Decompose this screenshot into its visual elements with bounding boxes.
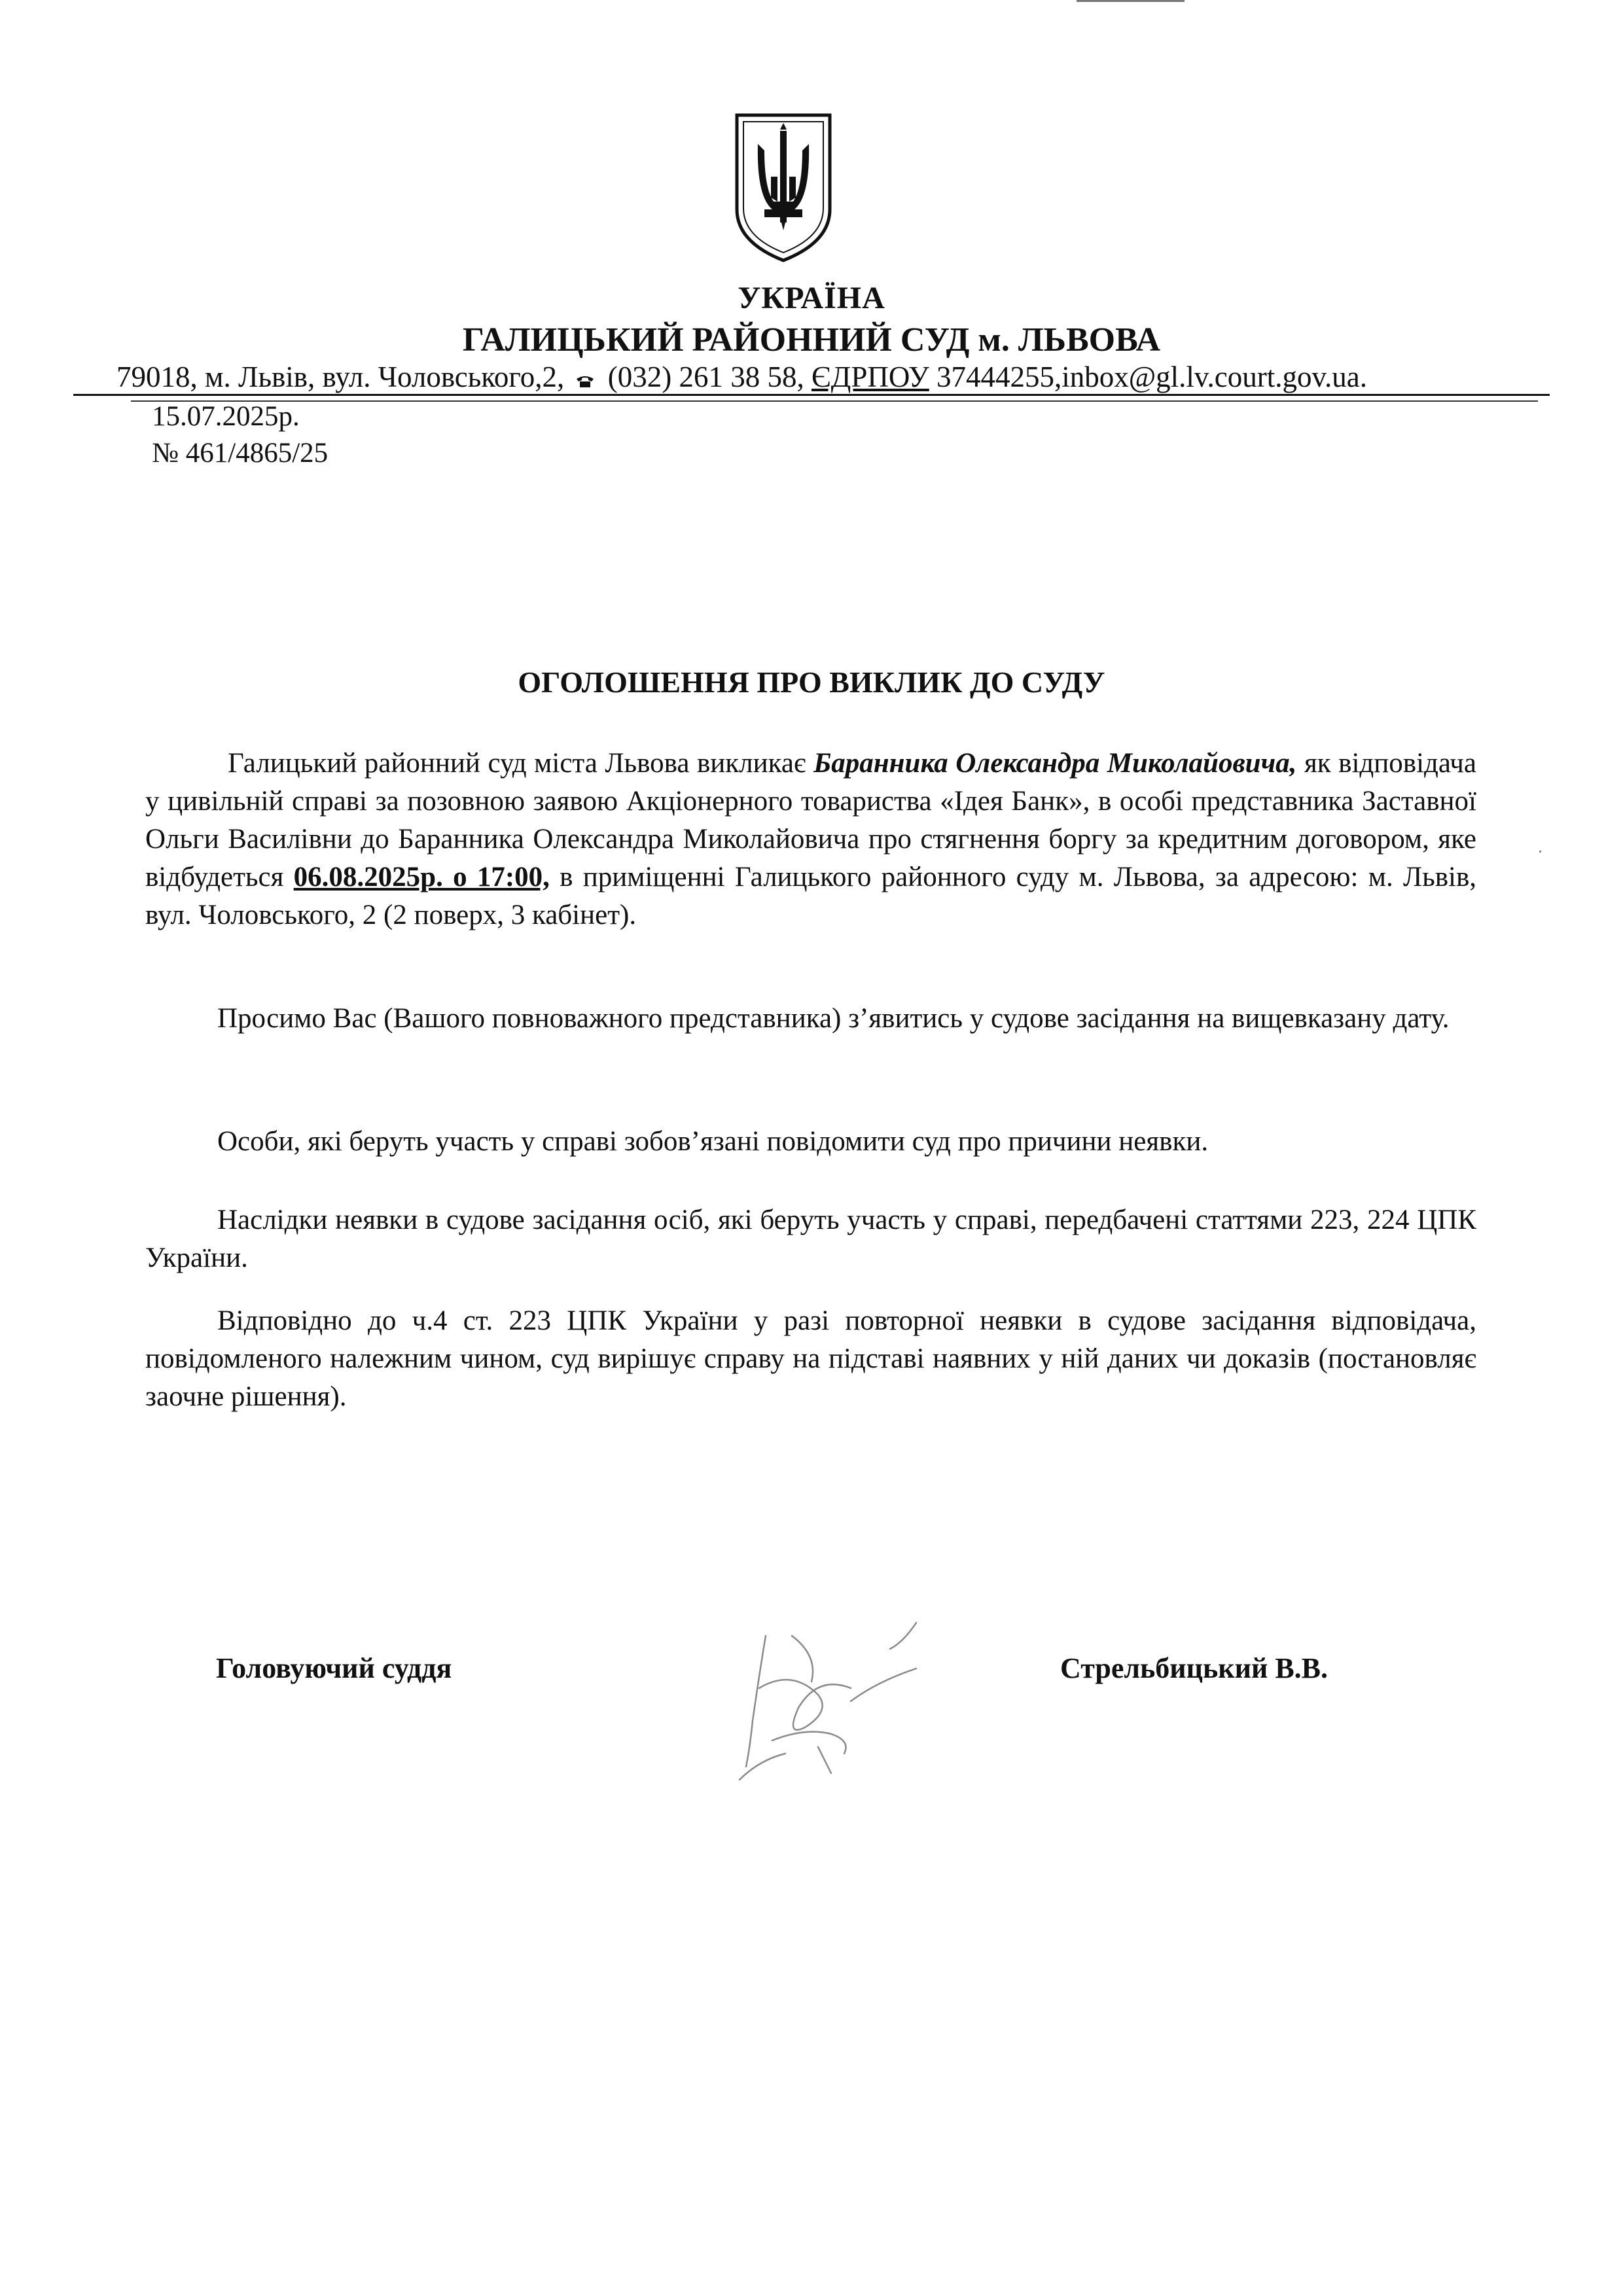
edrpou-and-email: 37444255,inbox@gl.lv.court.gov.ua.	[936, 361, 1368, 393]
paragraph-notify: Особи, які беруть участь у справі зобов’язані повідомити суд про причини неявки.	[217, 1126, 1209, 1157]
scan-speck	[1539, 851, 1541, 853]
document-title: ОГОЛОШЕННЯ ПРО ВИКЛИК ДО СУДУ	[518, 665, 1105, 699]
address-text: 79018, м. Львів, вул. Чоловського,2,	[116, 361, 565, 393]
document-number: № 461/4865/25	[152, 438, 329, 468]
scan-mark	[1077, 0, 1185, 2]
court-heading	[0, 321, 1623, 359]
paragraph-request: Просимо Вас (Вашого повноважного представника) з’явитись у судове засідання на вищевказану дату.	[217, 1003, 1450, 1034]
summons-text-a: Галицький районний суд міста Львова викликає	[228, 748, 813, 779]
phone-icon	[575, 374, 595, 388]
paragraph-summons	[145, 745, 1476, 934]
country-heading: УКРАЇНА	[738, 281, 885, 315]
paragraph-consequences: Наслідки неявки в судове засідання осіб, які беруть участь у справі, передбачені статтями 223, 224 ЦПК України.	[145, 1205, 1476, 1273]
summons-text-c: в приміщенні Галицького районного суду м. Львова, за адресою: м. Львів, вул. Чоловського, 2 (2 поверх, 3 кабінет).	[145, 862, 1477, 930]
signature-image	[720, 1597, 936, 1793]
summons-text-b: як відповідача у цивільній справі за позовною заявою Акціонерного товариства «Ідея Банк», в особі представника Заставної Ольги Василівни до Баранника Олександра Миколайовича про стягнення боргу за кредитним договором, яке відбудеться	[145, 748, 1476, 892]
judge-name: Стрельбицький В.В.	[1060, 1652, 1329, 1684]
edrpou-label: ЄДРПОУ	[811, 361, 929, 393]
header-rule-thin	[131, 400, 1538, 402]
phone-text: (032) 261 38 58,	[607, 361, 804, 393]
document-date: 15.07.2025р.	[152, 401, 300, 432]
court-name: ГАЛИЦЬКИЙ РАЙОННИЙ СУД	[462, 321, 970, 359]
coat-of-arms-icon	[732, 111, 835, 263]
court-address-line	[116, 360, 1367, 394]
court-city: м. ЛЬВОВА	[978, 321, 1161, 359]
header-rule	[73, 394, 1550, 396]
paragraph-default-judgment: Відповідно до ч.4 ст. 223 ЦПК України у разі повторної неявки в судове засідання відповідача, повідомленого належним чином, суд вирішує справу на підставі наявних у ній даних чи доказів (постановляє заочне рішення).	[145, 1305, 1476, 1412]
judge-role: Головуючий суддя	[216, 1652, 452, 1684]
hearing-datetime: 06.08.2025р. о 17:00,	[293, 862, 550, 892]
defendant-name: Баранника Олександра Миколайовича,	[813, 748, 1297, 779]
